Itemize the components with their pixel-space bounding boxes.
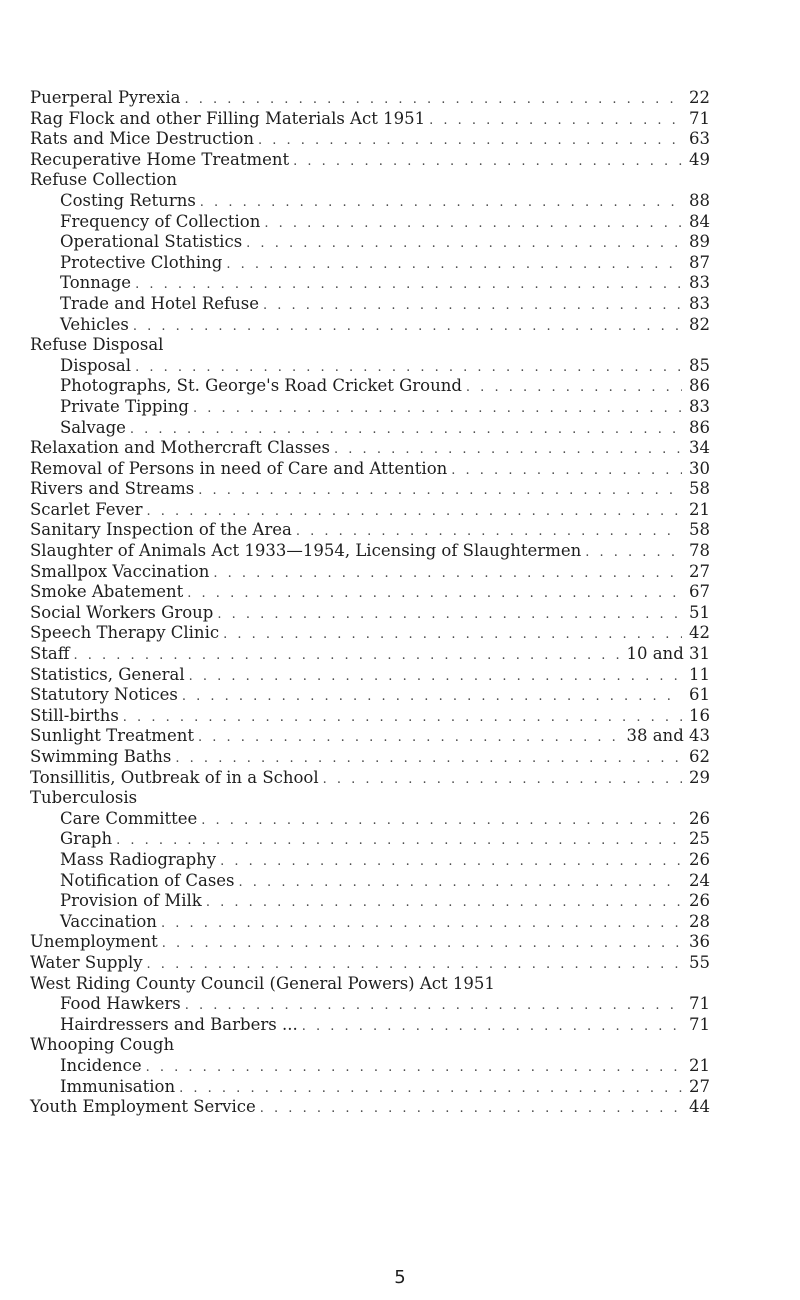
entry-label: Scarlet Fever bbox=[30, 499, 143, 519]
entry-page: 58 bbox=[689, 479, 710, 499]
entry-label: Notification of Cases bbox=[60, 870, 235, 890]
leader-dots bbox=[184, 90, 682, 111]
leader-dots bbox=[263, 296, 682, 317]
entry-label: Tonsillitis, Outbreak of in a School bbox=[30, 767, 319, 787]
entry-page: 16 bbox=[689, 705, 710, 725]
entry-label: Care Committee bbox=[60, 808, 198, 828]
index-entry bbox=[30, 1056, 710, 1077]
entry-label: West Riding County Council (General Powers) Act 1951 bbox=[30, 973, 495, 993]
index-entry bbox=[30, 665, 710, 686]
entry-page: 78 bbox=[689, 541, 710, 561]
index-entry bbox=[30, 541, 710, 562]
entry-page: 83 bbox=[689, 293, 710, 313]
entry-page: 61 bbox=[689, 685, 710, 705]
entry-page: 44 bbox=[689, 1097, 710, 1117]
leader-dots bbox=[162, 934, 682, 955]
entry-label: Water Supply bbox=[30, 952, 143, 972]
index-entry bbox=[30, 850, 710, 871]
leader-dots bbox=[296, 522, 682, 543]
entry-page: 26 bbox=[689, 849, 710, 869]
entry-label: Relaxation and Mothercraft Classes bbox=[30, 438, 331, 458]
entry-label: Statutory Notices bbox=[30, 685, 178, 705]
index-entry bbox=[30, 418, 710, 439]
entry-page: 62 bbox=[689, 747, 710, 766]
entry-label: Incidence bbox=[60, 1055, 142, 1075]
leader-dots bbox=[226, 255, 682, 276]
entry-label: Costing Returns bbox=[60, 190, 196, 210]
index-entry bbox=[30, 829, 710, 850]
entry-page: 63 bbox=[689, 129, 710, 149]
leader-dots bbox=[220, 852, 682, 873]
leader-dots bbox=[246, 234, 682, 255]
entry-page: 58 bbox=[689, 520, 710, 540]
entry-label: Sunlight Treatment bbox=[30, 726, 194, 746]
entry-label: Removal of Persons in need of Care and Attention bbox=[30, 458, 448, 478]
leader-dots bbox=[123, 708, 682, 729]
index-entry bbox=[30, 1097, 710, 1118]
entry-label: Rivers and Streams bbox=[30, 479, 195, 499]
leader-dots bbox=[260, 1099, 682, 1120]
entry-page: 83 bbox=[689, 273, 710, 293]
index-entry bbox=[30, 500, 710, 521]
entry-page: 84 bbox=[689, 211, 710, 231]
leader-dots bbox=[585, 543, 682, 564]
entry-page: 21 bbox=[689, 1055, 710, 1075]
leader-dots bbox=[147, 955, 682, 976]
leader-dots bbox=[161, 914, 682, 935]
index-entry bbox=[30, 438, 710, 459]
entry-page: 26 bbox=[689, 808, 710, 828]
entry-label: Statistics, General bbox=[30, 664, 185, 684]
entry-page: 11 bbox=[689, 664, 710, 684]
entry-label: Slaughter of Animals Act 1933—1954, Licensing of Slaughtermen bbox=[30, 541, 582, 561]
leader-dots bbox=[429, 111, 682, 132]
entry-label: Smoke Abatement bbox=[30, 582, 184, 602]
leader-dots bbox=[206, 893, 682, 914]
index-entry bbox=[30, 191, 710, 212]
leader-dots bbox=[135, 275, 682, 296]
entry-label: Vehicles bbox=[60, 314, 129, 334]
entry-page: 38 and 43 bbox=[626, 726, 710, 746]
entry-page: 71 bbox=[689, 108, 710, 128]
index-entry bbox=[30, 685, 710, 706]
entry-page: 10 and 31 bbox=[626, 644, 710, 664]
leader-dots bbox=[189, 667, 682, 688]
entry-page: 27 bbox=[689, 1076, 710, 1096]
entry-label: Recuperative Home Treatment bbox=[30, 149, 290, 169]
entry-page: 83 bbox=[689, 396, 710, 416]
index-entry bbox=[30, 459, 710, 480]
entry-label: Tuberculosis bbox=[30, 788, 138, 808]
leader-dots bbox=[175, 749, 682, 770]
entry-page: 71 bbox=[689, 994, 710, 1014]
entry-label: Mass Radiography bbox=[60, 849, 217, 869]
index-entry bbox=[30, 109, 710, 130]
entry-label: Operational Statistics bbox=[60, 232, 243, 252]
entry-label: Rats and Mice Destruction bbox=[30, 129, 254, 149]
entry-page: 55 bbox=[689, 952, 710, 972]
index-entry bbox=[30, 582, 710, 603]
index-entry bbox=[30, 294, 710, 315]
index-entry bbox=[30, 88, 710, 109]
entry-page: 89 bbox=[689, 232, 710, 252]
index-entry bbox=[30, 603, 710, 624]
index-entry bbox=[30, 129, 710, 150]
entry-page: 22 bbox=[689, 88, 710, 107]
index-entry bbox=[30, 726, 710, 747]
entry-label: Vaccination bbox=[60, 911, 157, 931]
index-entry bbox=[30, 315, 710, 336]
entry-page: 27 bbox=[689, 561, 710, 581]
index-entry bbox=[30, 356, 710, 377]
leader-dots bbox=[185, 996, 682, 1017]
index-entry bbox=[30, 232, 710, 253]
entry-page: 21 bbox=[689, 499, 710, 519]
entry-label: Protective Clothing bbox=[60, 252, 223, 272]
index-entry bbox=[30, 520, 710, 541]
leader-dots bbox=[334, 440, 682, 461]
index-entry bbox=[30, 994, 710, 1015]
entry-label: Social Workers Group bbox=[30, 602, 214, 622]
index-entry bbox=[30, 953, 710, 974]
entry-page: 86 bbox=[689, 417, 710, 437]
leader-dots bbox=[198, 728, 623, 749]
index-entry bbox=[30, 788, 710, 809]
entry-label: Puerperal Pyrexia bbox=[30, 88, 181, 107]
index-entry bbox=[30, 974, 710, 995]
leader-dots bbox=[135, 358, 682, 379]
entry-label: Sanitary Inspection of the Area bbox=[30, 520, 292, 540]
entry-page: 49 bbox=[689, 149, 710, 169]
entry-page: 25 bbox=[689, 829, 710, 849]
index-entry bbox=[30, 747, 710, 768]
entry-label: Food Hawkers bbox=[60, 994, 181, 1014]
leader-dots bbox=[239, 873, 682, 894]
entry-label: Speech Therapy Clinic bbox=[30, 623, 220, 643]
page-number: 5 bbox=[394, 1267, 406, 1288]
leader-dots bbox=[133, 317, 682, 338]
index-entry bbox=[30, 562, 710, 583]
index-entry bbox=[30, 273, 710, 294]
entry-page: 86 bbox=[689, 376, 710, 396]
index-entry bbox=[30, 253, 710, 274]
index-entry bbox=[30, 768, 710, 789]
index-entry bbox=[30, 376, 710, 397]
index-entry bbox=[30, 932, 710, 953]
entry-label: Frequency of Collection bbox=[60, 211, 261, 231]
entry-page: 88 bbox=[689, 190, 710, 210]
entry-label: Photographs, St. George's Road Cricket Ground bbox=[60, 376, 462, 396]
entry-label: Whooping Cough bbox=[30, 1035, 175, 1055]
entry-label: Private Tipping bbox=[60, 396, 189, 416]
leader-dots bbox=[146, 1058, 682, 1079]
index-entry bbox=[30, 809, 710, 830]
leader-dots bbox=[200, 193, 682, 214]
leader-dots bbox=[293, 152, 682, 173]
leader-dots bbox=[193, 399, 682, 420]
index-entry bbox=[30, 623, 710, 644]
entry-label: Swimming Baths bbox=[30, 747, 172, 766]
entry-label: Trade and Hotel Refuse bbox=[60, 293, 259, 313]
entry-page: 71 bbox=[689, 1014, 710, 1034]
entry-label: Rag Flock and other Filling Materials Act 1951 bbox=[30, 108, 426, 128]
entry-page: 24 bbox=[689, 870, 710, 890]
entry-page: 51 bbox=[689, 602, 710, 622]
index-entry bbox=[30, 644, 710, 665]
leader-dots bbox=[130, 420, 682, 441]
entry-label: Still-births bbox=[30, 705, 119, 725]
index-entry bbox=[30, 212, 710, 233]
entry-label: Disposal bbox=[60, 355, 132, 375]
index-entry bbox=[30, 150, 710, 171]
entry-page: 87 bbox=[689, 252, 710, 272]
entry-page: 29 bbox=[689, 767, 710, 787]
leader-dots bbox=[198, 481, 682, 502]
leader-dots bbox=[116, 831, 682, 852]
leader-dots bbox=[146, 502, 682, 523]
entry-page: 26 bbox=[689, 891, 710, 911]
entry-label: Refuse Disposal bbox=[30, 335, 164, 355]
index-entry bbox=[30, 335, 710, 356]
entry-label: Youth Employment Service bbox=[30, 1097, 256, 1117]
entry-page: 85 bbox=[689, 355, 710, 375]
entry-label: Provision of Milk bbox=[60, 891, 202, 911]
index-entry bbox=[30, 479, 710, 500]
entry-page: 30 bbox=[689, 458, 710, 478]
index-entry bbox=[30, 912, 710, 933]
entry-label: Immunisation bbox=[60, 1076, 176, 1096]
entry-label: Graph bbox=[60, 829, 113, 849]
index-entry bbox=[30, 1015, 710, 1036]
entry-label: Staff bbox=[30, 644, 70, 664]
entry-label: Tonnage bbox=[60, 273, 132, 293]
entry-label: Refuse Collection bbox=[30, 170, 177, 190]
leader-dots bbox=[217, 605, 682, 626]
leader-dots bbox=[74, 646, 623, 667]
leader-dots bbox=[213, 564, 682, 585]
leader-dots bbox=[187, 584, 682, 605]
entry-page: 34 bbox=[689, 438, 710, 458]
leader-dots bbox=[302, 1017, 682, 1038]
leader-dots bbox=[323, 770, 682, 791]
entry-label: Hairdressers and Barbers ... bbox=[60, 1014, 298, 1034]
entry-page: 67 bbox=[689, 582, 710, 602]
index-entry bbox=[30, 397, 710, 418]
leader-dots bbox=[466, 378, 682, 399]
leader-dots bbox=[264, 214, 682, 235]
leader-dots bbox=[201, 811, 682, 832]
index-entry bbox=[30, 891, 710, 912]
leader-dots bbox=[223, 625, 682, 646]
index-entry bbox=[30, 1077, 710, 1098]
leader-dots bbox=[451, 461, 682, 482]
index-entry bbox=[30, 170, 710, 191]
entry-page: 42 bbox=[689, 623, 710, 643]
entry-label: Salvage bbox=[60, 417, 126, 437]
leader-dots bbox=[182, 687, 682, 708]
entry-page: 82 bbox=[689, 314, 710, 334]
leader-dots bbox=[258, 131, 682, 152]
entry-page: 28 bbox=[689, 911, 710, 931]
entry-label: Smallpox Vaccination bbox=[30, 561, 210, 581]
index-entry bbox=[30, 706, 710, 727]
leader-dots bbox=[179, 1079, 682, 1100]
entry-label: Unemployment bbox=[30, 932, 158, 952]
index-entry bbox=[30, 871, 710, 892]
entry-page: 36 bbox=[689, 932, 710, 952]
index-list bbox=[30, 88, 710, 1118]
index-entry bbox=[30, 1035, 710, 1056]
